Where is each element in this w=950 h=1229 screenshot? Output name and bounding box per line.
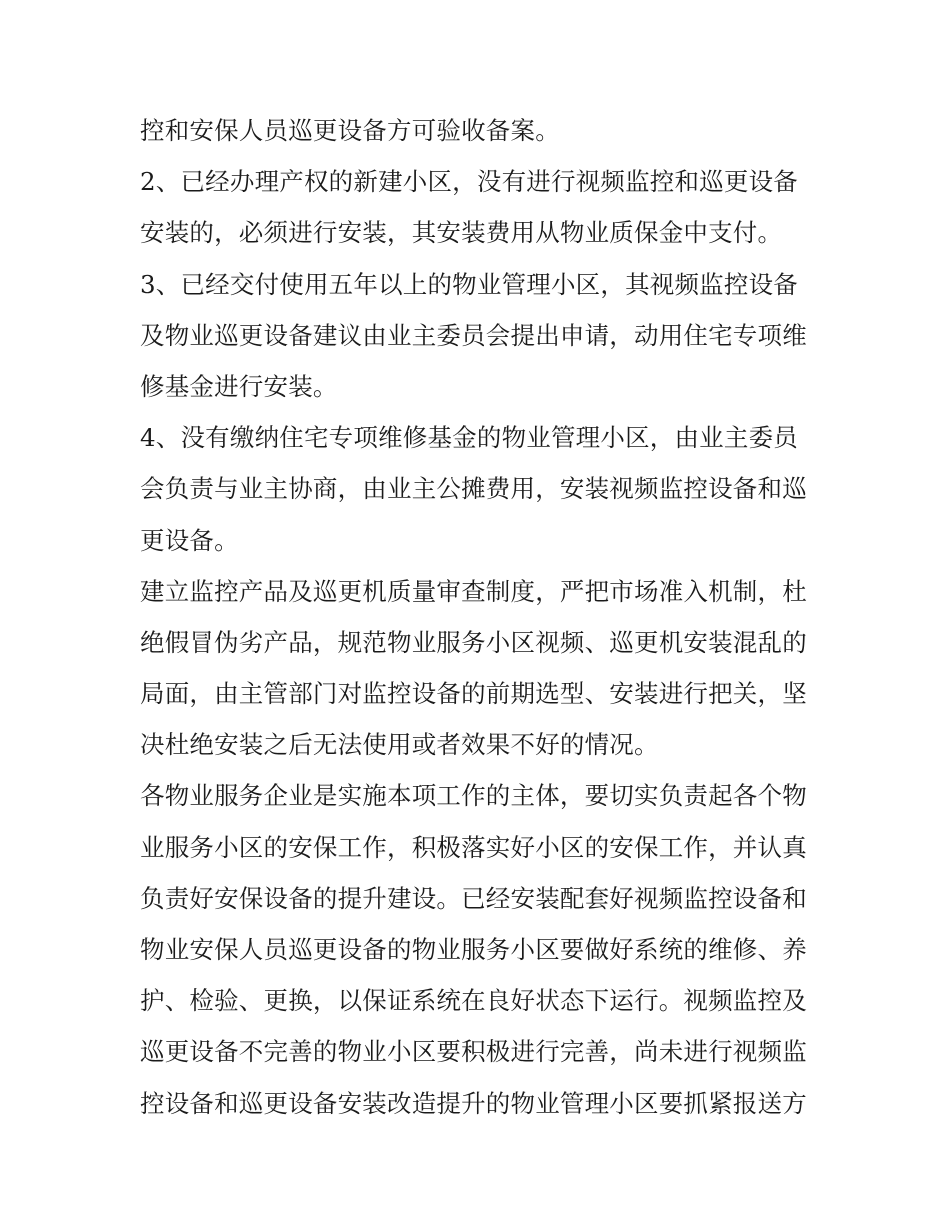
text-line: 及物业巡更设备建议由业主委员会提出申请，动用住宅专项维: [140, 320, 807, 350]
text-line: 局面，由主管部门对监控设备的前期选型、安装进行把关，坚: [140, 679, 807, 709]
text-line: 决杜绝安装之后无法使用或者效果不好的情况。: [140, 730, 659, 760]
body-text: [140, 105, 815, 1129]
text-line: 各物业服务企业是实施本项工作的主体，要切实负责起各个物: [140, 781, 807, 811]
text-line: 安装的，必须进行安装，其安装费用从物业质保金中支付。: [140, 218, 783, 248]
text-line: 会负责与业主协商，由业主公摊费用，安装视频监控设备和巡: [140, 474, 807, 504]
text-line: 负责好安保设备的提升建设。已经安装配套好视频监控设备和: [140, 883, 807, 913]
text-line: 控和安保人员巡更设备方可验收备案。: [140, 116, 560, 145]
text-line: 物业安保人员巡更设备的物业服务小区要做好系统的维修、养: [140, 935, 807, 964]
text-line: 修基金进行安装。: [140, 371, 338, 401]
text-line: 2、已经办理产权的新建小区，没有进行视频监控和巡更设备: [140, 167, 798, 197]
text-line: 控设备和巡更设备安装改造提升的物业管理小区要抓紧报送方: [140, 1088, 807, 1118]
text-line: 4、没有缴纳住宅专项维修基金的物业管理小区，由业主委员: [140, 423, 798, 453]
text-line: 业服务小区的安保工作，积极落实好小区的安保工作，并认真: [140, 832, 807, 862]
text-line: 建立监控产品及巡更机质量审查制度，严把市场准入机制，杜: [140, 576, 807, 606]
text-line: 更设备。: [140, 525, 239, 555]
text-line: 3、已经交付使用五年以上的物业管理小区，其视频监控设备: [140, 269, 798, 299]
text-line: 护、检验、更换，以保证系统在良好状态下运行。视频监控及: [140, 986, 807, 1016]
text-line: 绝假冒伪劣产品，规范物业服务小区视频、巡更机安装混乱的: [140, 627, 807, 657]
text-line: 巡更设备不完善的物业小区要积极进行完善，尚未进行视频监: [140, 1037, 807, 1067]
